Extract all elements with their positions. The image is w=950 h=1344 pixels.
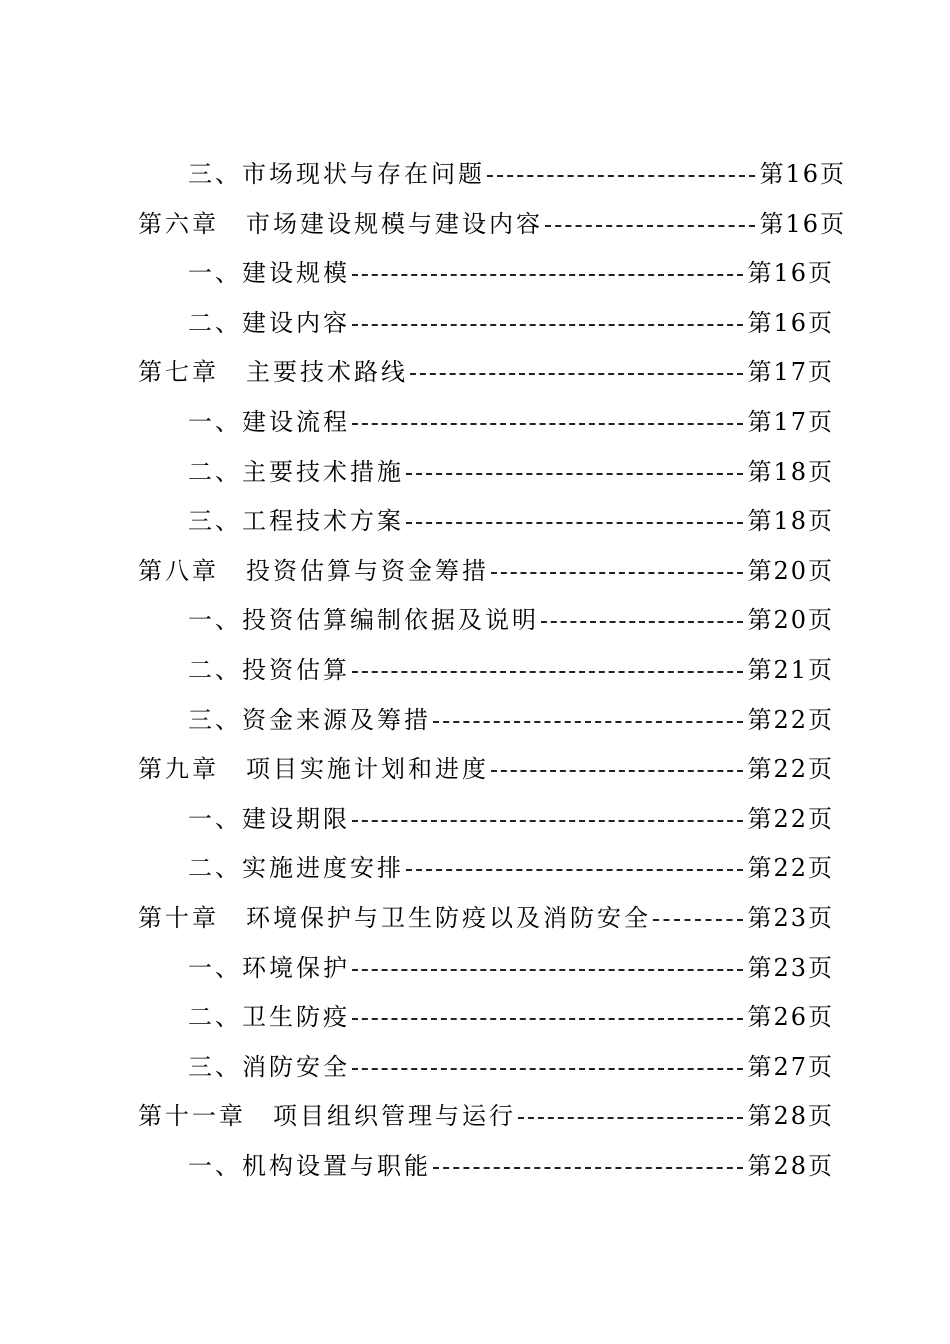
toc-entry [0, 944, 950, 994]
toc-entry [0, 448, 950, 498]
toc-entry-page: 第27页 [747, 1052, 834, 1081]
toc-entry [0, 200, 950, 250]
toc-entry [0, 1043, 950, 1093]
toc-entry-page: 第28页 [747, 1151, 834, 1180]
toc-leader-dashes [352, 423, 743, 425]
toc-leader-dashes [352, 671, 743, 673]
toc-entry-label: 二、主要技术措施 [188, 457, 404, 486]
toc-entry-page: 第22页 [747, 854, 834, 883]
toc-entry-page: 第28页 [747, 1102, 834, 1131]
toc-entry-label: 三、工程技术方案 [188, 507, 404, 536]
toc-leader-dashes [518, 1117, 743, 1119]
toc-entry [0, 398, 950, 448]
toc-entry [0, 894, 950, 944]
toc-entry-page: 第16页 [759, 209, 846, 238]
toc-entry-page: 第21页 [747, 655, 834, 684]
toc-leader-dashes [352, 324, 743, 326]
toc-entry-label: 一、机构设置与职能 [188, 1151, 431, 1180]
toc-entry-page: 第16页 [747, 259, 834, 288]
toc-leader-dashes [491, 572, 743, 574]
toc-entry-page: 第16页 [759, 160, 846, 188]
toc-entry-label: 三、资金来源及筹措 [188, 705, 431, 734]
toc-entry [0, 745, 950, 795]
toc-entry-label: 二、实施进度安排 [188, 854, 404, 883]
toc-entry-label: 第六章 市场建设规模与建设内容 [138, 209, 543, 238]
toc-entry [0, 844, 950, 894]
toc-leader-dashes [491, 770, 743, 772]
toc-entry [0, 1092, 950, 1142]
toc-entry-label: 三、市场现状与存在问题 [188, 160, 485, 188]
toc-entry-page: 第23页 [747, 903, 834, 932]
toc-leader-dashes [541, 621, 743, 623]
toc-leader-dashes [352, 969, 743, 971]
toc-entry [0, 249, 950, 299]
toc-leader-dashes [487, 175, 755, 177]
toc-entry-page: 第23页 [747, 953, 834, 982]
toc-leader-dashes [433, 721, 743, 723]
toc-entry-label: 二、投资估算 [188, 655, 350, 684]
toc-entry [0, 497, 950, 547]
toc-entry-label: 一、投资估算编制依据及说明 [188, 606, 539, 635]
toc-leader-dashes [653, 919, 743, 921]
toc-leader-dashes [352, 1068, 743, 1070]
toc-leader-dashes [406, 522, 743, 524]
toc-entry-page: 第22页 [747, 705, 834, 734]
toc-entry-label: 二、建设内容 [188, 308, 350, 337]
toc-entry-label: 一、建设流程 [188, 407, 350, 436]
toc-entry [0, 299, 950, 349]
toc-entry [0, 596, 950, 646]
toc-entry [0, 993, 950, 1043]
toc-leader-dashes [352, 1018, 743, 1020]
toc-leader-dashes [352, 820, 743, 822]
toc-leader-dashes [433, 1167, 743, 1169]
toc-entry-label: 一、建设规模 [188, 259, 350, 288]
toc-entry-page: 第18页 [747, 457, 834, 486]
toc-entry-page: 第20页 [747, 606, 834, 635]
table-of-contents [0, 150, 950, 1191]
toc-entry-page: 第18页 [747, 507, 834, 536]
toc-entry-page: 第22页 [747, 755, 834, 784]
toc-entry [0, 646, 950, 696]
toc-entry-page: 第17页 [747, 407, 834, 436]
toc-entry-page: 第16页 [747, 308, 834, 337]
toc-entry [0, 348, 950, 398]
toc-entry-label: 第十章 环境保护与卫生防疫以及消防安全 [138, 903, 651, 932]
toc-entry-label: 第七章 主要技术路线 [138, 358, 408, 387]
toc-entry-page: 第26页 [747, 1003, 834, 1032]
toc-entry-label: 第十一章 项目组织管理与运行 [138, 1102, 516, 1131]
toc-leader-dashes [406, 473, 743, 475]
toc-entry-page: 第20页 [747, 556, 834, 585]
toc-leader-dashes [406, 869, 743, 871]
toc-entry [0, 1142, 950, 1192]
toc-entry [0, 547, 950, 597]
toc-entry-label: 一、建设期限 [188, 804, 350, 833]
toc-entry-label: 一、环境保护 [188, 953, 350, 982]
toc-entry-label: 第八章 投资估算与资金筹措 [138, 556, 489, 585]
toc-entry [0, 696, 950, 746]
toc-entry-page: 第17页 [747, 358, 834, 387]
toc-entry [0, 150, 950, 200]
toc-leader-dashes [410, 373, 743, 375]
toc-leader-dashes [352, 274, 743, 276]
toc-entry-page: 第22页 [747, 804, 834, 833]
toc-leader-dashes [545, 225, 755, 227]
toc-entry-label: 三、消防安全 [188, 1052, 350, 1081]
toc-entry [0, 795, 950, 845]
toc-entry-label: 二、卫生防疫 [188, 1003, 350, 1032]
toc-entry-label: 第九章 项目实施计划和进度 [138, 755, 489, 784]
